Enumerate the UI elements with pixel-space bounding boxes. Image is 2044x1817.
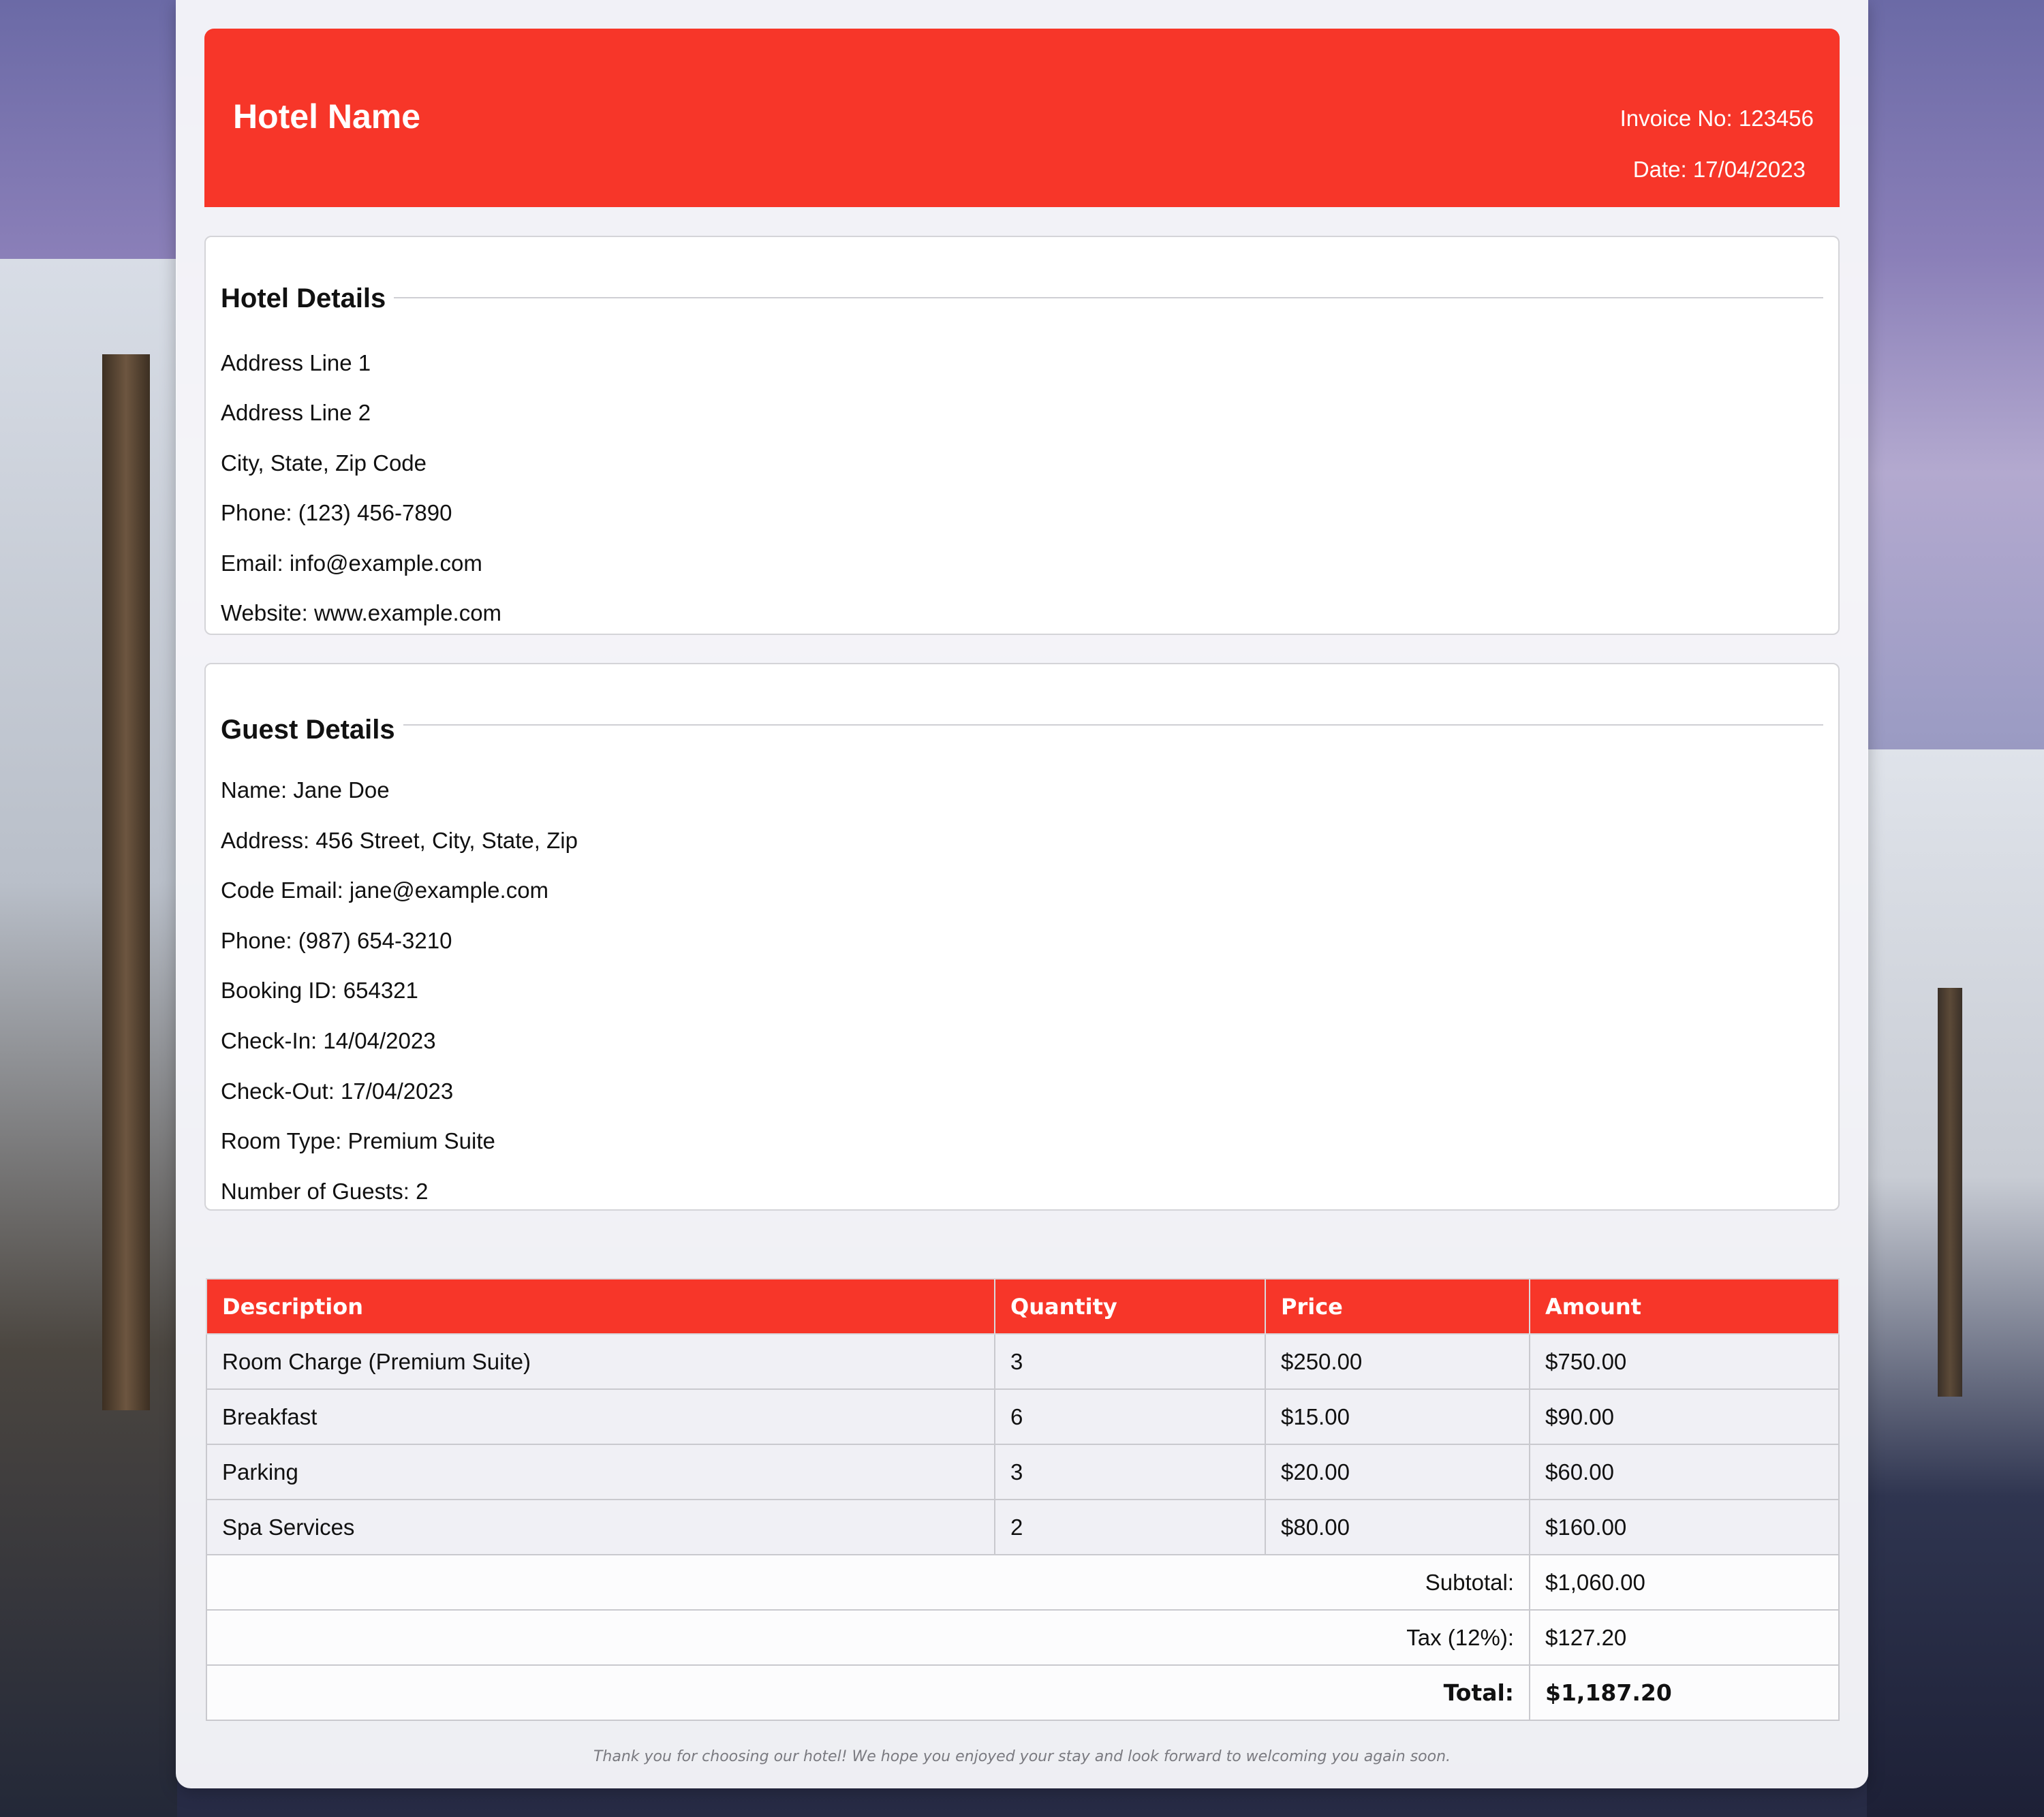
cell-price: $250.00 [1265,1334,1530,1389]
cell-price: $80.00 [1265,1500,1530,1555]
total-row [206,1665,1839,1720]
hotel-phone: Phone: (123) 456-7890 [221,500,452,525]
table-row [206,1389,1839,1444]
guest-booking-id: Booking ID: 654321 [221,978,418,1003]
column-header-description: Description [206,1279,995,1334]
column-header-amount: Amount [1530,1279,1839,1334]
cell-description: Parking [206,1444,995,1500]
cell-description: Breakfast [206,1389,995,1444]
guest-check-in: Check-In: 14/04/2023 [221,1028,436,1053]
table-header-row [206,1279,1839,1334]
invoice-header [204,29,1840,207]
guest-check-out: Check-Out: 17/04/2023 [221,1078,454,1104]
guest-details-section [204,663,1840,1211]
column-header-price: Price [1265,1279,1530,1334]
background-palm-tree-left [102,354,150,1410]
guest-address: Address: 456 Street, City, State, Zip [221,828,578,853]
tax-row [206,1610,1839,1665]
thank-you-message: Thank you for choosing our hotel! We hope you enjoyed your stay and look forward to welcoming you again soon. [593,1748,1451,1765]
hotel-website: Website: www.example.com [221,600,502,625]
invoice-date: Date: 17/04/2023 [1632,157,1806,182]
guest-room-type: Room Type: Premium Suite [221,1128,495,1153]
hotel-address-line-1: Address Line 1 [221,350,371,375]
cell-description: Room Charge (Premium Suite) [206,1334,995,1389]
invoice-items-table [206,1278,1840,1721]
hotel-email: Email: info@example.com [221,550,482,576]
total-label: Total: [206,1665,1530,1720]
cell-amount: $160.00 [1530,1500,1839,1555]
section-divider [221,724,1823,726]
tax-label: Tax (12%): [206,1610,1530,1665]
hotel-details-section [204,236,1840,635]
background-building-left [0,259,177,1817]
cell-price: $15.00 [1265,1389,1530,1444]
guest-email: Code Email: jane@example.com [221,878,549,903]
guest-name: Name: Jane Doe [221,777,390,803]
hotel-address-line-2: Address Line 2 [221,400,371,425]
cell-quantity: 6 [995,1389,1265,1444]
subtotal-row [206,1555,1839,1610]
hotel-details-title: Hotel Details [221,283,394,314]
invoice-number: Invoice No: 123456 [1620,106,1814,131]
cell-quantity: 2 [995,1500,1265,1555]
subtotal-label: Subtotal: [206,1555,1530,1610]
total-value: $1,187.20 [1530,1665,1839,1720]
cell-amount: $90.00 [1530,1389,1839,1444]
cell-description: Spa Services [206,1500,995,1555]
hotel-name: Hotel Name [233,97,421,136]
guest-details-title: Guest Details [221,715,403,745]
guest-phone: Phone: (987) 654-3210 [221,928,452,953]
table-row [206,1444,1839,1500]
invoice-card [176,0,1868,1788]
background-palm-tree-right [1938,988,1962,1397]
hotel-city-state-zip: City, State, Zip Code [221,450,427,476]
column-header-quantity: Quantity [995,1279,1265,1334]
cell-price: $20.00 [1265,1444,1530,1500]
tax-value: $127.20 [1530,1610,1839,1665]
guest-number-of-guests: Number of Guests: 2 [221,1179,429,1204]
cell-quantity: 3 [995,1444,1265,1500]
cell-amount: $750.00 [1530,1334,1839,1389]
cell-quantity: 3 [995,1334,1265,1389]
cell-amount: $60.00 [1530,1444,1839,1500]
table-row [206,1500,1839,1555]
table-row [206,1334,1839,1389]
subtotal-value: $1,060.00 [1530,1555,1839,1610]
section-divider [221,297,1823,298]
